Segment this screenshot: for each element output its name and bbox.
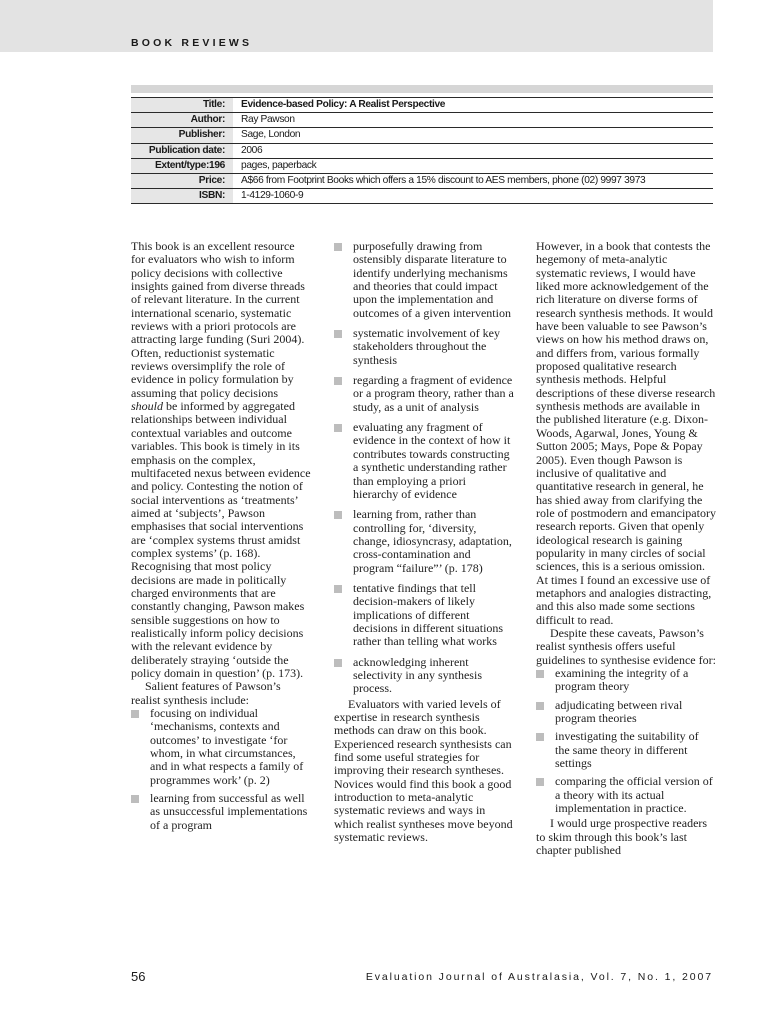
list-item-text: regarding a fragment of evidence or a program theory, rather than a study, as a unit of analysis — [353, 373, 514, 414]
bullet-square-icon — [334, 659, 342, 667]
list-item-text: comparing the official version of a theory with its actual implementation in practice. — [555, 774, 713, 816]
paragraph: Evaluators with varied levels of expertise in research synthesis methods can draw on this book. Experienced research synthesists can find some useful strategies for improving their research syntheses. Novices would find this book a good introduction to meta-analytic systematic reviews and ways in which realist syntheses move beyond systematic reviews. — [334, 696, 513, 845]
bullet-square-icon — [334, 377, 342, 385]
table-row — [131, 113, 713, 128]
list-item-text: learning from, rather than controlling for, ‘diversity, change, idiosyncrasy, adaptation, cross-contamination and program “failure”’ (p. 178) — [353, 507, 512, 575]
publication-date-value: 2006 — [233, 143, 713, 158]
list-item-text: investigating the suitability of the same theory in different settings — [555, 729, 699, 771]
bullet-square-icon — [536, 702, 544, 710]
publisher-label: Publisher: — [131, 128, 233, 143]
bullet-square-icon — [334, 511, 342, 519]
list-item-text: evaluating any fragment of evidence in the context of how it contributes towards constructing a synthetic understanding rather than employing a priori hierarchy of evidence — [353, 420, 511, 501]
bullet-square-icon — [131, 710, 139, 718]
page-number: 56 — [131, 969, 146, 984]
list-item — [334, 582, 514, 649]
publication-date-label: Publication date: — [131, 143, 233, 158]
book-info-table — [131, 97, 713, 204]
bullet-square-icon — [536, 670, 544, 678]
text-column-1 — [131, 240, 311, 837]
bullet-square-icon — [334, 330, 342, 338]
author-value: Ray Pawson — [233, 113, 713, 128]
list-item-text: tentative findings that tell decision-makers of likely implications of different decisions in different situations rather than telling what works — [353, 580, 504, 649]
bullet-square-icon — [536, 778, 544, 786]
list-item — [334, 240, 514, 320]
table-row — [131, 98, 713, 113]
bullet-square-icon — [334, 424, 342, 432]
bullet-square-icon — [334, 585, 342, 593]
paragraph: Salient features of Pawson’s realist synthesis include: — [131, 679, 281, 707]
isbn-value: 1-4129-1060-9 — [233, 189, 713, 204]
title-label: Title: — [131, 98, 233, 113]
list-item-text: acknowledging inherent selectivity in any synthesis process. — [353, 654, 482, 696]
list-item-text: purposefully drawing from ostensibly disparate literature to identify underlying mechanisms and theories that could impact upon the implementation and outcomes of a given intervention — [353, 239, 511, 320]
paragraph-text: be informed by aggregated relationships between individual contextual variables and outcome variables. This book is timely in its emphasis on the complex, multifaceted nexus between evidence and policy. Contesting the notion of social interventions as ‘treatments’ aimed at ‘subjects’, Pawson emphasises that social interventions are ‘complex systems thrust amidst complex systems’ (p. 168). Recognising that most policy decisions are made in politically charged environments that are constantly changing, Pawson makes sensible suggestions on how to realistically inform policy decisions with the relevant evidence by deliberately straying ‘outside the policy domain in question’ (p. 173). — [131, 399, 311, 680]
section-title: BOOK REVIEWS — [131, 37, 253, 49]
list-item — [334, 374, 514, 414]
isbn-label: ISBN: — [131, 189, 233, 204]
title-value: Evidence-based Policy: A Realist Perspective — [233, 98, 713, 113]
text-column-3 — [536, 240, 716, 857]
table-row — [131, 189, 713, 204]
list-item — [536, 667, 716, 694]
paragraph: Despite these caveats, Pawson’s realist synthesis offers useful guidelines to synthesise evidence for: — [536, 625, 716, 667]
list-item — [334, 421, 514, 501]
bullet-list — [131, 707, 311, 832]
list-item — [536, 730, 716, 770]
paragraph: I would urge prospective readers to skim through this book’s last chapter published — [536, 816, 708, 858]
bullet-list — [334, 240, 514, 696]
paragraph — [131, 240, 311, 680]
bullet-square-icon — [131, 795, 139, 803]
extent-value: pages, paperback — [233, 158, 713, 173]
paragraph: However, in a book that contests the hegemony of meta-analytic systematic reviews, I would have liked more acknowledgement of the rich literature on diverse forms of research synthesis methods. It would have been valuable to see Pawson’s views on how his method draws on, and differs from, various formally proposed qualitative research synthesis methods. Helpful descriptions of these diverse research synthesis methods are available in the published literature (e.g. Dixon-Woods, Agarwal, Jones, Young & Sutton 2005; Mays, Pope & Popay 2005). Even though Pawson is inclusive of qualitative and quantitative research in general, he has shied away from clarifying the role of postmodern and emancipatory research reports. Given that openly ideological research is gaining popularity in many circles of social sciences, this is a serious omission. At times I found an excessive use of metaphors and analogies distracting, and this also made some sections difficult to read. — [536, 239, 716, 627]
paragraph-text: This book is an excellent resource for evaluators who wish to inform policy decisions with collective insights gained from diverse threads of relevant literature. In the current international scenario, systematic reviews with a priori protocols are attracting large funding (Suri 2004). Often, reductionist systematic reviews oversimplify the role of evidence in policy formulation by assuming that policy decisions — [131, 239, 305, 400]
bullet-list — [536, 667, 716, 815]
list-item — [536, 699, 716, 726]
header-band — [0, 0, 713, 52]
journal-footer: Evaluation Journal of Australasia, Vol. 7, No. 1, 2007 — [365, 971, 713, 983]
text-column-2 — [334, 240, 514, 844]
bullet-square-icon — [536, 733, 544, 741]
list-item-text: learning from successful as well as unsuccessful implementations of a program — [150, 791, 308, 832]
list-item — [131, 792, 311, 832]
list-item — [334, 508, 514, 575]
emphasis-text: should — [131, 399, 164, 414]
list-item-text: examining the integrity of a program theory — [555, 666, 689, 694]
extent-label: Extent/type:196 — [131, 158, 233, 173]
list-item — [334, 656, 514, 696]
publisher-value: Sage, London — [233, 128, 713, 143]
table-top-bar — [131, 85, 713, 93]
list-item-text: adjudicating between rival program theories — [555, 697, 683, 726]
price-value: A$66 from Footprint Books which offers a 15% discount to AES members, phone (02) 9997 3973 — [233, 173, 713, 188]
list-item — [334, 327, 514, 367]
bullet-square-icon — [334, 243, 342, 251]
table-row — [131, 173, 713, 188]
table-row — [131, 143, 713, 158]
list-item-text: systematic involvement of key stakeholders throughout the synthesis — [353, 326, 500, 367]
table-row — [131, 128, 713, 143]
list-item — [536, 775, 716, 815]
author-label: Author: — [131, 113, 233, 128]
list-item-text: focusing on individual ‘mechanisms, contexts and outcomes’ to investigate ‘for whom, in what circumstances, and in what respects a family of programmes work’ (p. 2) — [150, 706, 304, 787]
list-item — [131, 707, 311, 787]
table-row — [131, 158, 713, 173]
price-label: Price: — [131, 173, 233, 188]
